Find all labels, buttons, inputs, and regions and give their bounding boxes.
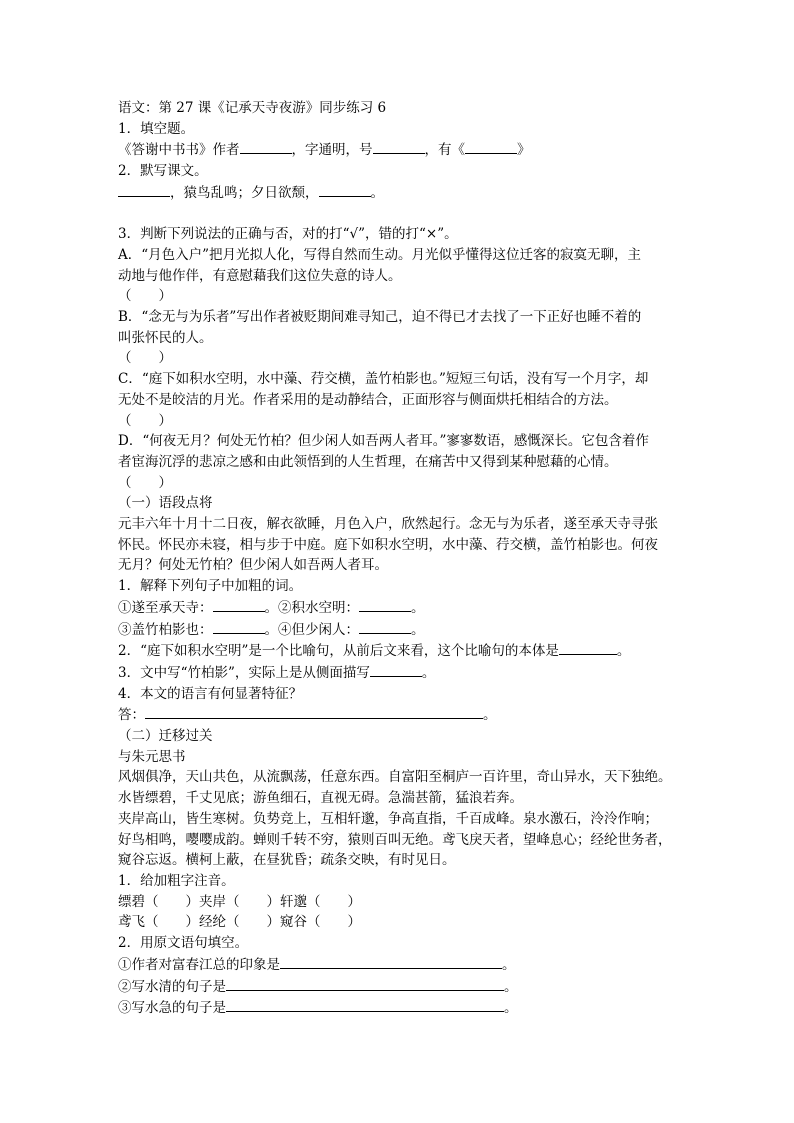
text-segment: 《答谢中书书》作者: [118, 142, 240, 159]
answer-blank[interactable]: [373, 139, 425, 154]
pinyin-row-2[interactable]: 鸢飞（ ）经纶（ ）窥谷（ ）: [118, 914, 361, 931]
part-1-question-4: 4．本文的语言有何显著特征？: [118, 685, 303, 702]
answer-blank[interactable]: [226, 976, 504, 991]
answer-blank[interactable]: [280, 954, 502, 969]
text-segment: ①遂至承天寺：: [118, 599, 213, 616]
statement-b-line-2: 叫张怀民的人。: [118, 329, 213, 346]
passage-2-line-2: 水皆缥碧，千丈见底；游鱼细石，直视无碍。急湍甚箭，猛浪若奔。: [118, 790, 523, 807]
passage-1-line-1: 元丰六年十月十二日夜，解衣欲睡，月色入户，欣然起行。念无与为乐者，遂至承天寺寻张: [118, 516, 658, 533]
part-1-q1-row-2: [118, 619, 688, 641]
passage-2-line-1: 风烟俱净，天山共色，从流飘荡，任意东西。自富阳至桐庐一百许里，奇山异水，天下独绝。: [118, 769, 672, 786]
part-2-fill-2: [118, 976, 688, 998]
answer-parens-a[interactable]: （ ）: [118, 288, 172, 305]
text-segment: 。: [421, 664, 436, 681]
answer-blank[interactable]: [370, 662, 422, 677]
part-1-q1-row-1: [118, 597, 688, 619]
answer-blank[interactable]: [240, 139, 292, 154]
text-segment: ③盖竹柏影也：: [118, 621, 213, 638]
passage-1-line-2: 怀民。怀民亦未寝，相与步于中庭。庭下如积水空明，水中藻、荇交横，盖竹柏影也。何夜: [118, 536, 658, 553]
passage-2-line-3: 夹岸高山，皆生寒树。负势竞上，互相轩邈，争高直指，千百成峰。泉水激石，泠泠作响；: [118, 810, 658, 827]
spacer: [118, 204, 688, 225]
document-title: 语文：第 27 课《记承天寺夜游》同步练习 6: [118, 100, 387, 116]
text-segment: 。: [616, 643, 631, 660]
answer-blank[interactable]: [359, 597, 411, 612]
text-segment: ②写水清的句子是: [118, 978, 226, 995]
part-2-heading: （二）迁移过关: [118, 728, 213, 745]
section-3-heading: 3．判断下列说法的正确与否，对的打“√”，错的打“×”。: [118, 226, 458, 243]
text-segment: 。②积水空明：: [264, 599, 359, 616]
text-segment: 》: [517, 142, 531, 159]
text-segment: 。: [483, 707, 497, 724]
statement-c-line-1: C．“庭下如积水空明，水中藻、荇交横，盖竹柏影也。”短短三句话，没有写一个月字，却: [118, 371, 649, 388]
text-segment: ，字通明，号: [291, 142, 373, 159]
part-1-heading: （一）语段点将: [118, 495, 213, 512]
part-1-question-2: [118, 640, 688, 662]
part-1-question-1: 1．解释下列句子中加粗的词。: [118, 578, 303, 595]
answer-blank[interactable]: [359, 619, 411, 634]
answer-parens-b[interactable]: （ ）: [118, 350, 172, 367]
answer-blank[interactable]: [118, 182, 170, 197]
passage-2-line-4: 好鸟相鸣，嘤嘤成韵。蝉则千转不穷，猿则百叫无绝。鸢飞戾天者，望峰息心；经纶世务者，: [118, 831, 672, 848]
part-2-question-1: 1．给加粗字注音。: [118, 873, 235, 889]
section-2-fill-line: [118, 182, 688, 204]
statement-d-line-2: 者宦海沉浮的悲凉之感和由此领悟到的人生哲理，在痛苦中又得到某种慰藉的心情。: [118, 453, 618, 470]
text-segment: 。: [411, 621, 425, 638]
section-1-fill-line: [118, 139, 688, 161]
text-segment: 。: [504, 1000, 518, 1017]
statement-d-line-1: D．“何夜无月？何处无竹柏？但少闲人如吾两人者耳。”寥寥数语，感慨深长。它包含着作: [118, 433, 649, 450]
answer-blank[interactable]: [213, 597, 265, 612]
answer-parens-d[interactable]: （ ）: [118, 474, 172, 491]
part-2-question-2: 2．用原文语句填空。: [118, 935, 249, 952]
answer-parens-c[interactable]: （ ）: [118, 412, 172, 429]
answer-blank[interactable]: [145, 704, 483, 719]
text-segment: 。: [504, 978, 518, 995]
text-segment: ，有《: [424, 142, 465, 159]
part-1-answer-line: [118, 704, 688, 726]
answer-blank[interactable]: [213, 619, 265, 634]
text-segment: 。: [502, 956, 516, 973]
text-segment: 。: [411, 599, 425, 616]
document-page: [118, 98, 688, 1019]
pinyin-row-1[interactable]: 缥碧（ ）夹岸（ ）轩邈（ ）: [118, 893, 361, 910]
text-segment: 3．文中写“竹柏影”，实际上是从侧面描写: [118, 664, 370, 681]
answer-blank[interactable]: [559, 640, 617, 655]
text-segment: 。: [370, 184, 384, 201]
text-segment: ，猿鸟乱鸣；夕日欲颓，: [170, 184, 319, 201]
section-2-heading: 2．默写课文。: [118, 163, 208, 180]
answer-blank[interactable]: [226, 997, 504, 1012]
statement-a-line-1: A．“月色入户”把月光拟人化，写得自然而生动。月光似乎懂得这位迁客的寂寞无聊，主: [118, 246, 642, 263]
part-2-fill-1: [118, 954, 688, 976]
text-segment: 2．“庭下如积水空明”是一个比喻句，从前后文来看，这个比喻句的本体是: [118, 643, 559, 660]
passage-2-title: 与朱元思书: [118, 748, 186, 765]
passage-1-line-3: 无月？何处无竹柏？但少闲人如吾两人者耳。: [118, 557, 388, 574]
statement-c-line-2: 无处不是皎洁的月光。作者采用的是动静结合，正面形容与侧面烘托相结合的方法。: [118, 391, 618, 408]
text-segment: ③写水急的句子是: [118, 1000, 226, 1017]
text-segment: 答：: [118, 707, 145, 724]
statement-a-line-2: 动地与他作伴，有意慰藉我们这位失意的诗人。: [118, 267, 402, 284]
text-segment: 。④但少闲人：: [264, 621, 359, 638]
section-1-heading: 1．填空题。: [118, 120, 195, 137]
answer-blank[interactable]: [319, 182, 371, 197]
text-segment: ①作者对富春江总的印象是: [118, 956, 280, 973]
passage-2-line-5: 窥谷忘返。横柯上蔽，在昼犹昏；疏条交映，有时见日。: [118, 852, 456, 869]
statement-b-line-1: B．“念无与为乐者”写出作者被贬期间难寻知己，迫不得已才去找了一下正好也睡不着的: [118, 309, 642, 326]
answer-blank[interactable]: [465, 139, 517, 154]
part-1-question-3: [118, 662, 688, 684]
part-2-fill-3: [118, 997, 688, 1019]
